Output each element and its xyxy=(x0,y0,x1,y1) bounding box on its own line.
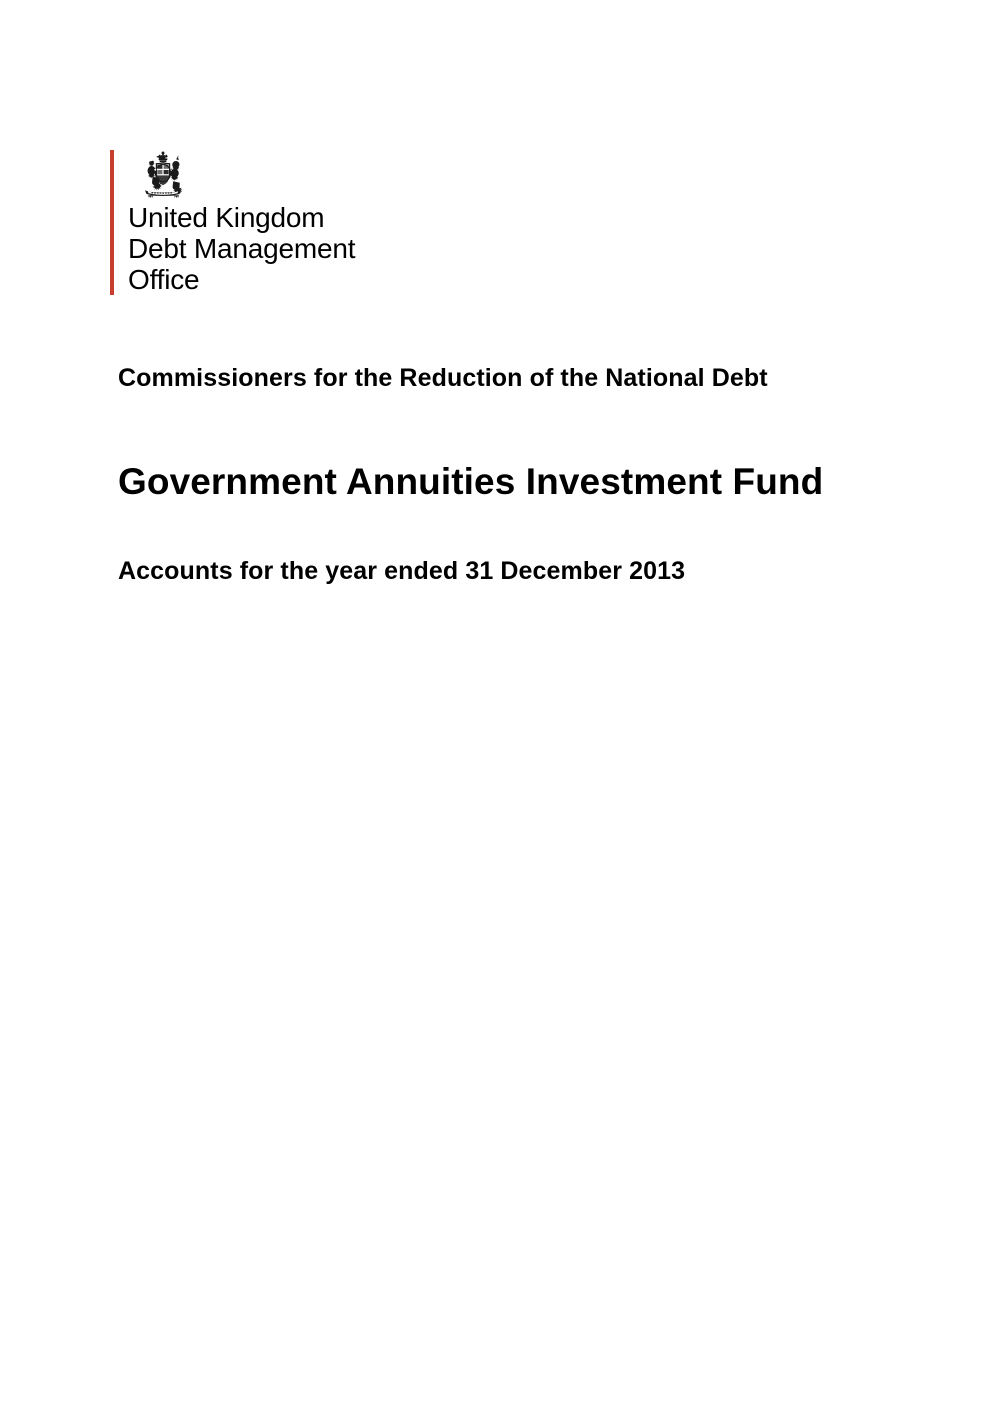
logo-line-office: Office xyxy=(128,264,200,295)
page-title: Government Annuities Investment Fund xyxy=(118,461,824,502)
document-subtitle: Accounts for the year ended 31 December 2013 xyxy=(118,557,686,585)
logo-line-united-kingdom: United Kingdom xyxy=(128,202,325,233)
uk-debt-management-office-logo xyxy=(110,150,355,295)
organisation-line: Commissioners for the Reduction of the National Debt xyxy=(118,364,768,392)
royal-coat-of-arms-icon xyxy=(136,150,190,200)
logo-line-debt-management: Debt Management xyxy=(128,233,356,264)
logo-body xyxy=(114,150,355,295)
